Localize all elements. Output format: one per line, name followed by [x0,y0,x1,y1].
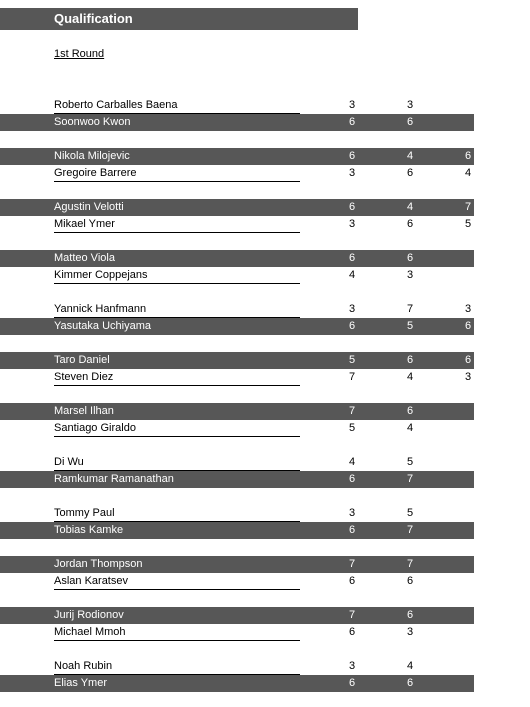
player-name: Mikael Ymer [54,218,300,233]
set-3-score: 4 [464,167,472,179]
set-3-score: 6 [464,320,472,332]
page-title: Qualification [54,11,133,26]
set-3-score: 6 [464,354,472,366]
set-2-score: 6 [406,167,414,179]
player-name: Ramkumar Ramanathan [54,473,174,485]
set-1-score: 6 [348,626,356,638]
player-row [0,522,474,539]
player-row [0,556,474,573]
set-2-score: 6 [406,405,414,417]
set-2-score: 4 [406,371,414,383]
set-1-score: 3 [348,218,356,230]
player-name: Yannick Hanfmann [54,303,300,318]
title-bar [0,8,358,30]
player-name: Yasutaka Uchiyama [54,320,152,332]
player-name: Elias Ymer [54,677,107,689]
player-row [0,471,474,488]
set-2-score: 4 [406,201,414,213]
set-2-score: 7 [406,524,414,536]
player-name: Taro Daniel [54,354,110,366]
set-1-score: 6 [348,252,356,264]
player-name: Santiago Giraldo [54,422,300,437]
set-1-score: 6 [348,116,356,128]
player-row [0,403,474,420]
player-name: Di Wu [54,456,300,471]
set-2-score: 5 [406,507,414,519]
player-name: Nikola Milojevic [54,150,130,162]
player-row [0,420,474,437]
set-1-score: 3 [348,660,356,672]
player-row [0,216,474,233]
player-name: Kimmer Coppejans [54,269,300,284]
player-row [0,454,474,471]
set-2-score: 6 [406,575,414,587]
set-1-score: 7 [348,558,356,570]
set-1-score: 6 [348,201,356,213]
set-2-score: 6 [406,677,414,689]
player-row [0,658,474,675]
player-name: Jurij Rodionov [54,609,124,621]
player-name: Matteo Viola [54,252,115,264]
player-row [0,301,474,318]
player-name: Michael Mmoh [54,626,300,641]
set-1-score: 6 [348,677,356,689]
set-1-score: 4 [348,269,356,281]
set-2-score: 4 [406,660,414,672]
set-1-score: 6 [348,150,356,162]
set-3-score: 7 [464,201,472,213]
set-2-score: 3 [406,269,414,281]
player-row [0,607,474,624]
set-2-score: 4 [406,150,414,162]
player-row [0,267,474,284]
set-1-score: 4 [348,456,356,468]
set-1-score: 6 [348,320,356,332]
player-row [0,573,474,590]
player-name: Tommy Paul [54,507,300,522]
player-name: Noah Rubin [54,660,300,675]
player-row [0,165,474,182]
player-row [0,318,474,335]
player-row [0,369,474,386]
set-2-score: 5 [406,456,414,468]
set-1-score: 3 [348,507,356,519]
player-name: Marsel Ilhan [54,405,114,417]
set-2-score: 3 [406,99,414,111]
set-2-score: 3 [406,626,414,638]
set-1-score: 3 [348,99,356,111]
player-name: Agustin Velotti [54,201,124,213]
set-2-score: 7 [406,558,414,570]
player-row [0,97,474,114]
set-3-score: 3 [464,371,472,383]
set-1-score: 7 [348,609,356,621]
player-row [0,114,474,131]
set-2-score: 6 [406,609,414,621]
set-1-score: 3 [348,303,356,315]
player-row [0,505,474,522]
player-name: Tobias Kamke [54,524,124,536]
set-2-score: 6 [406,252,414,264]
set-1-score: 6 [348,524,356,536]
set-2-score: 4 [406,422,414,434]
player-name: Steven Diez [54,371,300,386]
set-3-score: 3 [464,303,472,315]
set-2-score: 6 [406,116,414,128]
set-2-score: 7 [406,473,414,485]
set-1-score: 5 [348,354,356,366]
player-row [0,250,474,267]
set-1-score: 7 [348,371,356,383]
set-1-score: 3 [348,167,356,179]
set-1-score: 6 [348,575,356,587]
player-row [0,148,474,165]
player-name: Roberto Carballes Baena [54,99,300,114]
player-name: Jordan Thompson [54,558,143,570]
set-1-score: 5 [348,422,356,434]
player-name: Gregoire Barrere [54,167,300,182]
set-2-score: 6 [406,218,414,230]
set-2-score: 7 [406,303,414,315]
player-row [0,624,474,641]
player-name: Soonwoo Kwon [54,116,131,128]
player-row [0,352,474,369]
set-2-score: 6 [406,354,414,366]
set-1-score: 6 [348,473,356,485]
set-3-score: 5 [464,218,472,230]
player-row [0,199,474,216]
set-3-score: 6 [464,150,472,162]
player-row [0,675,474,692]
set-2-score: 5 [406,320,414,332]
round-label: 1st Round [54,48,105,60]
player-name: Aslan Karatsev [54,575,300,590]
set-1-score: 7 [348,405,356,417]
